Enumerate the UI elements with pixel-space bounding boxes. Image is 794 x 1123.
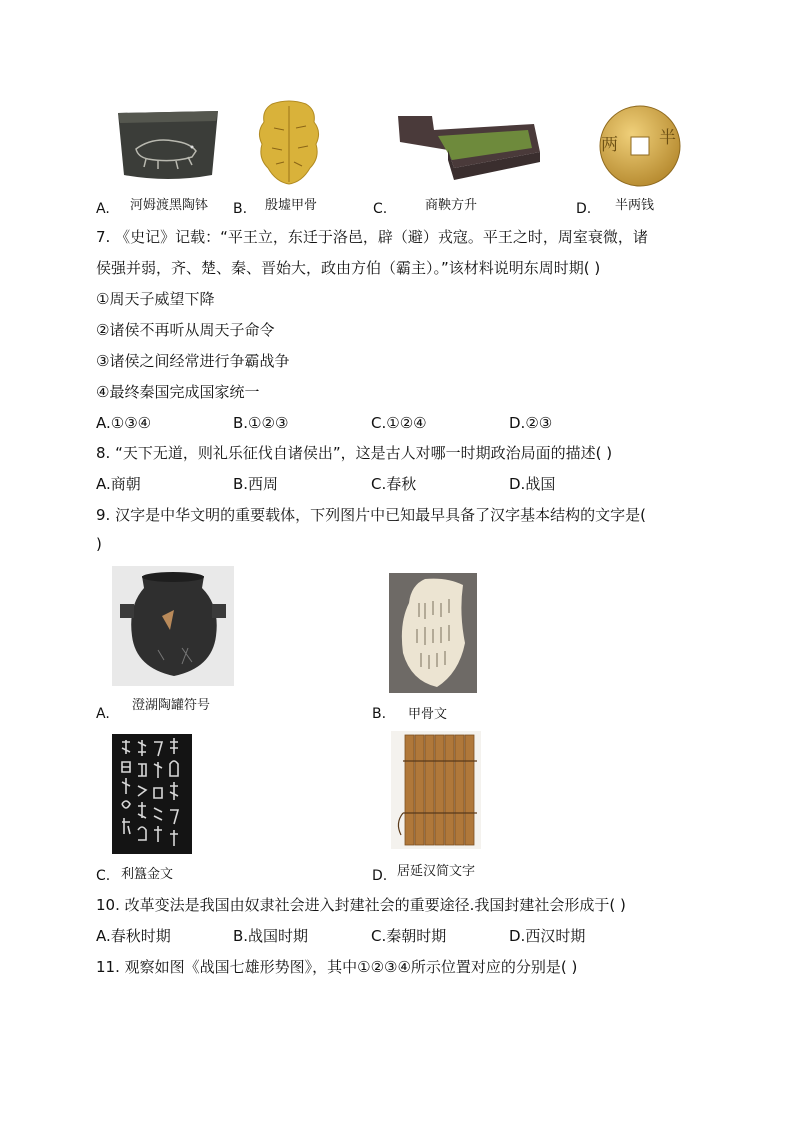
q6-b-letter: B. xyxy=(233,201,248,217)
q7-stem-line2: 侯强并弱，齐、楚、秦、晋始大，政由方伯（霸主）。”该材料说明东周时期( ) xyxy=(96,259,601,277)
q7-stem-line1: 7. 《史记》记载：“平王立，东迁于洛邑，辟（避）戎寇。平王之时，周室衰微，诸 xyxy=(96,228,648,246)
q9-a-letter: A. xyxy=(96,706,110,722)
q7-item-3: ③诸侯之间经常进行争霸战争 xyxy=(96,352,290,370)
coin-char-left: 两 xyxy=(601,135,618,155)
q7-item-4: ④最终秦国完成国家统一 xyxy=(96,383,260,401)
q8-option-b[interactable]: B.西周 xyxy=(233,475,279,493)
q6-b-caption: 殷墟甲骨 xyxy=(265,198,318,213)
q11-stem: 11. 观察如图《战国七雄形势图》，其中①②③④所示位置对应的分别是( ) xyxy=(96,958,578,976)
q8-stem: 8. “天下无道，则礼乐征伐自诸侯出”，这是古人对哪一时期政治局面的描述( ) xyxy=(96,444,613,462)
q6-a-letter: A. xyxy=(96,201,110,217)
q9-stem-line1: 9. 汉字是中华文明的重要载体，下列图片中已知最早具备了汉字基本结构的文字是( xyxy=(96,506,646,524)
q10-option-b[interactable]: B.战国时期 xyxy=(233,927,309,945)
q9-d-caption: 居延汉简文字 xyxy=(397,864,476,879)
q8-option-c[interactable]: C.春秋 xyxy=(371,475,417,493)
q8-option-d[interactable]: D.战国 xyxy=(509,475,556,493)
q9-b-letter: B. xyxy=(372,706,387,722)
q10-option-d[interactable]: D.西汉时期 xyxy=(509,927,586,945)
q6-a-caption: 河姆渡黑陶钵 xyxy=(130,198,209,213)
q9-image-b-oracle-bone xyxy=(389,573,477,693)
q9-stem-line2: ) xyxy=(96,535,102,553)
q10-option-a[interactable]: A.春秋时期 xyxy=(96,927,171,945)
q9-a-caption: 澄湖陶罐符号 xyxy=(132,698,211,713)
q10-stem: 10. 改革变法是我国由奴隶社会进入封建社会的重要途径.我国封建社会形成于( ) xyxy=(96,896,626,914)
q10-option-c[interactable]: C.秦朝时期 xyxy=(371,927,447,945)
q9-c-caption: 利簋金文 xyxy=(121,867,174,882)
q7-item-2: ②诸侯不再听从周天子命令 xyxy=(96,321,275,339)
q6-c-letter: C. xyxy=(373,201,388,217)
q6-d-caption: 半两钱 xyxy=(615,198,655,213)
q6-d-letter: D. xyxy=(576,201,592,217)
q9-image-c-bronze-inscription xyxy=(112,734,192,854)
q7-option-b[interactable]: B.①②③ xyxy=(233,414,289,432)
q8-option-a[interactable]: A.商朝 xyxy=(96,475,141,493)
coin-char-right: 半 xyxy=(659,128,676,148)
q6-image-b-oracle-bone xyxy=(254,98,324,186)
q9-b-caption: 甲骨文 xyxy=(408,707,448,722)
q9-image-a-pottery-jar xyxy=(112,566,234,686)
q7-item-1: ①周天子威望下降 xyxy=(96,290,215,308)
q9-d-letter: D. xyxy=(372,868,388,884)
q7-option-d[interactable]: D.②③ xyxy=(509,414,553,432)
q6-image-c-shang-yang-measure xyxy=(394,108,542,184)
q6-image-a-black-pottery-bowl xyxy=(112,103,224,183)
q7-option-c[interactable]: C.①②④ xyxy=(371,414,427,432)
q7-option-a[interactable]: A.①③④ xyxy=(96,414,152,432)
q9-c-letter: C. xyxy=(96,868,111,884)
q9-image-d-bamboo-slips xyxy=(391,731,481,849)
q6-c-caption: 商鞅方升 xyxy=(425,198,478,213)
